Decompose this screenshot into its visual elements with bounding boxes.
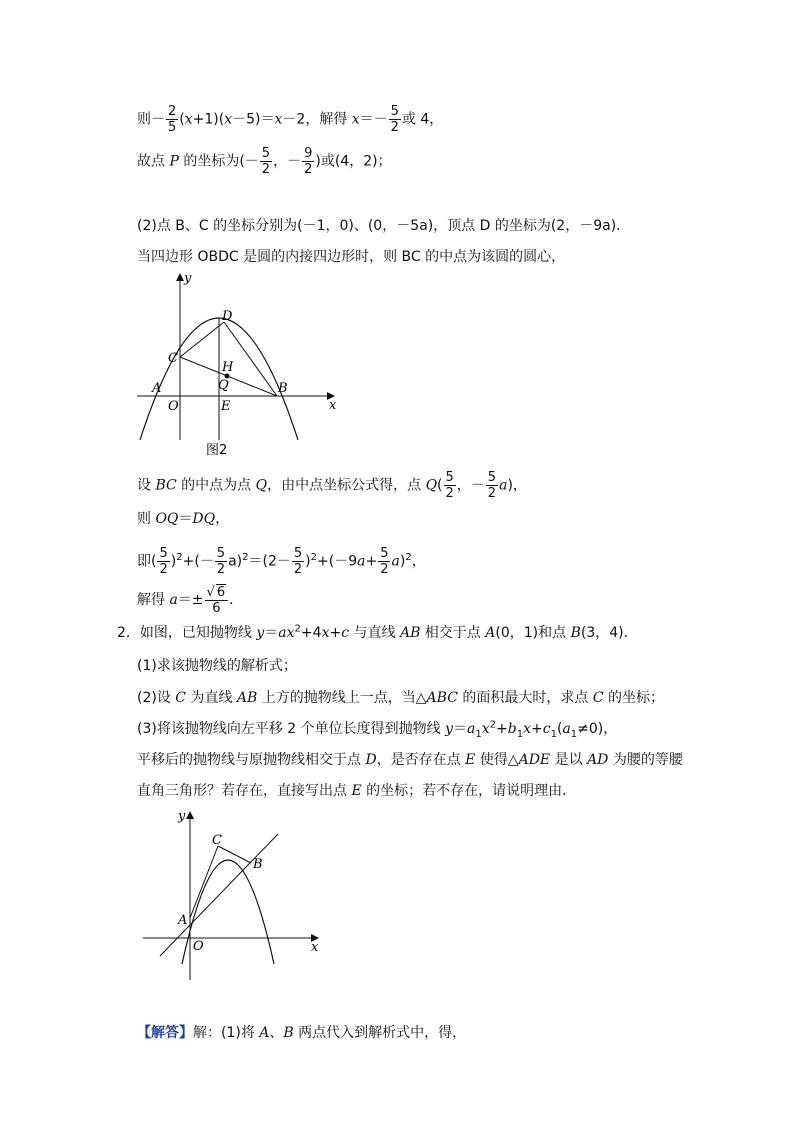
text: +4 <box>300 625 322 641</box>
label-x: x <box>311 940 319 955</box>
denominator: 6 <box>212 601 221 616</box>
text: ) <box>170 553 177 570</box>
var: a <box>562 721 571 737</box>
fraction <box>292 546 304 577</box>
text: ＝± <box>177 592 204 608</box>
fraction <box>166 104 178 135</box>
radicand: 6 <box>216 585 226 600</box>
text: (2)设 <box>137 690 176 706</box>
var: B <box>570 625 581 641</box>
text: (0，1)和点 <box>495 625 571 641</box>
exponent: 2 <box>242 551 249 563</box>
text: ) <box>305 553 311 570</box>
label-A: A <box>178 913 188 928</box>
text: 是以 <box>550 752 588 768</box>
text: 使得△ <box>475 752 519 768</box>
var: ABC <box>426 690 458 706</box>
text: ＝(2－ <box>248 553 291 570</box>
problem-2-figure <box>138 806 328 986</box>
numerator: 5 <box>445 470 454 485</box>
var: x <box>274 111 283 128</box>
text: (3)将该抛物线向左平移 2 个单位长度得到抛物线 <box>137 721 446 737</box>
var: AB <box>399 625 421 641</box>
label-H: H <box>222 360 234 375</box>
var: a <box>357 553 366 570</box>
denominator: 2 <box>304 162 313 177</box>
var: a <box>467 721 476 737</box>
var: E <box>351 783 362 799</box>
fraction <box>215 546 227 577</box>
text: 解：(1)将 <box>193 1025 260 1041</box>
text: 设 <box>137 477 156 494</box>
text: 故点 <box>137 153 170 170</box>
text: ( <box>556 721 563 737</box>
text: (3，4)． <box>580 625 638 641</box>
label-B: B <box>278 381 288 396</box>
subscript: 1 <box>550 728 557 740</box>
var: a <box>169 592 178 608</box>
var: B <box>283 1025 294 1041</box>
text: +1)( <box>192 111 225 128</box>
segment-CB <box>218 846 251 863</box>
var: D <box>365 752 377 768</box>
text: 或 4， <box>401 111 444 128</box>
text: －2，解得 <box>282 111 352 128</box>
text: 两点代入到解析式中，得， <box>293 1025 467 1041</box>
question-3-end <box>137 781 576 801</box>
var: x <box>184 111 193 128</box>
var: A <box>485 625 496 641</box>
exponent: 2 <box>405 551 412 563</box>
solution-line <box>137 470 527 501</box>
text: 的中点为点 <box>176 477 256 494</box>
solution-line: 当四边形 OBDC 是圆的内接四边形时，则 BC 的中点为该圆的圆心， <box>137 249 566 265</box>
text: 上方的抛物线上一点，当△ <box>257 690 427 706</box>
var: b <box>507 721 517 737</box>
text: 直角三角形？若存在，直接写出点 <box>137 783 352 799</box>
question-3 <box>137 719 617 739</box>
subscript: 1 <box>475 728 482 740</box>
text: 平移后的抛物线与原抛物线相交于点 <box>137 752 366 768</box>
numerator: √ 6 <box>205 584 229 601</box>
numerator: 5 <box>380 546 389 561</box>
fraction <box>486 470 498 501</box>
fraction <box>444 470 456 501</box>
denominator: 2 <box>390 120 399 135</box>
text: ． <box>229 592 244 608</box>
segment-CD <box>180 322 224 357</box>
var: Q <box>255 477 268 494</box>
fraction <box>389 104 401 135</box>
label-C: C <box>212 833 222 848</box>
text: + <box>531 721 543 737</box>
text: ＝－ <box>359 111 388 128</box>
var: A <box>259 1025 270 1041</box>
numerator: 5 <box>487 470 497 485</box>
text: 的坐标；若不存在，请说明理由． <box>361 783 577 799</box>
solution-line <box>137 104 443 135</box>
text: ，是否存在点 <box>376 752 466 768</box>
question-2 <box>137 688 664 708</box>
var: ADE <box>518 752 551 768</box>
fraction <box>302 146 314 177</box>
var: OQ <box>155 511 179 527</box>
text: 的面积最大时，求点 <box>457 690 593 706</box>
text: +(－ <box>182 553 214 570</box>
var: BC <box>155 477 177 494</box>
exponent: 2 <box>310 551 317 563</box>
solution-line <box>137 509 229 529</box>
text: + <box>496 721 508 737</box>
label-O: O <box>168 399 179 414</box>
denominator: 2 <box>216 562 226 577</box>
var: y <box>445 721 454 737</box>
numerator: 5 <box>261 146 271 161</box>
fraction <box>260 146 272 177</box>
text: +(－9 <box>317 553 358 570</box>
text: 的坐标为(－ <box>178 153 259 170</box>
text: 则 <box>137 511 156 527</box>
label-y: y <box>184 271 192 286</box>
problem-stem <box>117 623 638 643</box>
label-E: E <box>221 399 231 414</box>
label-x: x <box>329 398 337 413</box>
label-A: A <box>152 381 162 396</box>
text: 、 <box>269 1025 284 1041</box>
denominator: 2 <box>261 162 271 177</box>
numerator: 5 <box>216 546 226 561</box>
text: )或(4，2)； <box>315 153 392 170</box>
numerator: 9 <box>304 146 313 161</box>
var: ax <box>278 625 295 641</box>
text: 与直线 <box>349 625 400 641</box>
text: ( <box>437 477 443 494</box>
figure-caption: 图2 <box>206 443 228 458</box>
var: C <box>592 690 604 706</box>
solution-line: (2)点 B、C 的坐标分别为(－1，0)、(0，－5a)，顶点 D 的坐标为(2，－9a)． <box>137 218 631 234</box>
segment-AC <box>190 846 218 918</box>
label-y: y <box>178 809 186 824</box>
problem-number: 2． <box>117 625 140 641</box>
text: ＝ <box>178 511 193 527</box>
text: 解得 <box>137 592 170 608</box>
text: 即( <box>137 553 157 570</box>
text: ( <box>179 111 185 128</box>
text: ) <box>399 553 406 570</box>
var: a <box>499 477 508 494</box>
exponent: 2 <box>489 719 497 731</box>
solution-line <box>137 146 392 177</box>
var: x <box>481 721 490 737</box>
exponent: 2 <box>176 551 183 563</box>
var: P <box>169 153 179 170</box>
text: ，－ <box>456 477 485 494</box>
numerator: 5 <box>159 546 168 561</box>
text: a) <box>228 553 243 570</box>
fraction <box>205 584 229 616</box>
text: ＝ <box>264 625 279 641</box>
label-B: B <box>253 857 263 872</box>
var: a <box>391 553 400 570</box>
text: 的坐标； <box>603 690 664 706</box>
label-Q: Q <box>218 378 229 393</box>
solution-line <box>137 546 426 577</box>
label-D: D <box>222 309 233 324</box>
var: x <box>351 111 360 128</box>
text: ，由中点坐标公式得，点 <box>267 477 426 494</box>
var: x <box>321 625 330 641</box>
answer-line <box>137 1023 466 1043</box>
subscript: 1 <box>516 728 524 740</box>
text: －5)＝ <box>232 111 275 128</box>
question-3-continued <box>137 750 683 770</box>
answer-tag: 【解答】 <box>137 1025 193 1041</box>
text: ，－ <box>273 153 302 170</box>
text: + <box>365 553 378 570</box>
var: AD <box>587 752 609 768</box>
label-C: C <box>168 351 178 366</box>
label-O: O <box>193 939 204 954</box>
var: C <box>175 690 186 706</box>
numerator: 5 <box>293 546 303 561</box>
question-1: (1)求该抛物线的解析式； <box>137 658 297 674</box>
denominator: 5 <box>168 120 177 135</box>
fraction <box>378 546 390 577</box>
figure-2 <box>132 268 342 458</box>
text: ， <box>411 553 426 570</box>
subscript: 1 <box>570 728 578 740</box>
var: DQ <box>192 511 216 527</box>
denominator: 2 <box>487 486 497 501</box>
denominator: 2 <box>293 562 303 577</box>
text: ≠0)， <box>577 721 618 737</box>
denominator: 2 <box>380 562 389 577</box>
solution-line <box>137 584 243 616</box>
numerator: 5 <box>390 104 399 119</box>
var: x <box>224 111 233 128</box>
denominator: 2 <box>159 562 168 577</box>
fraction <box>157 546 169 577</box>
text: ， <box>215 511 230 527</box>
var: AB <box>236 690 258 706</box>
text: )， <box>507 477 527 494</box>
text: 如图，已知抛物线 <box>139 625 257 641</box>
var: Q <box>425 477 438 494</box>
var: c <box>542 721 551 737</box>
text: 为腰的等腰 <box>608 752 683 768</box>
text: 为直线 <box>186 690 237 706</box>
var: y <box>256 625 265 641</box>
numerator: 2 <box>168 104 177 119</box>
denominator: 2 <box>445 486 454 501</box>
text: ＝ <box>453 721 468 737</box>
text: 则－ <box>137 111 165 128</box>
exponent: 2 <box>294 623 301 635</box>
var: E <box>465 752 476 768</box>
text: 相交于点 <box>420 625 486 641</box>
var: c <box>341 625 350 641</box>
text: + <box>329 625 342 641</box>
var: x <box>523 721 532 737</box>
